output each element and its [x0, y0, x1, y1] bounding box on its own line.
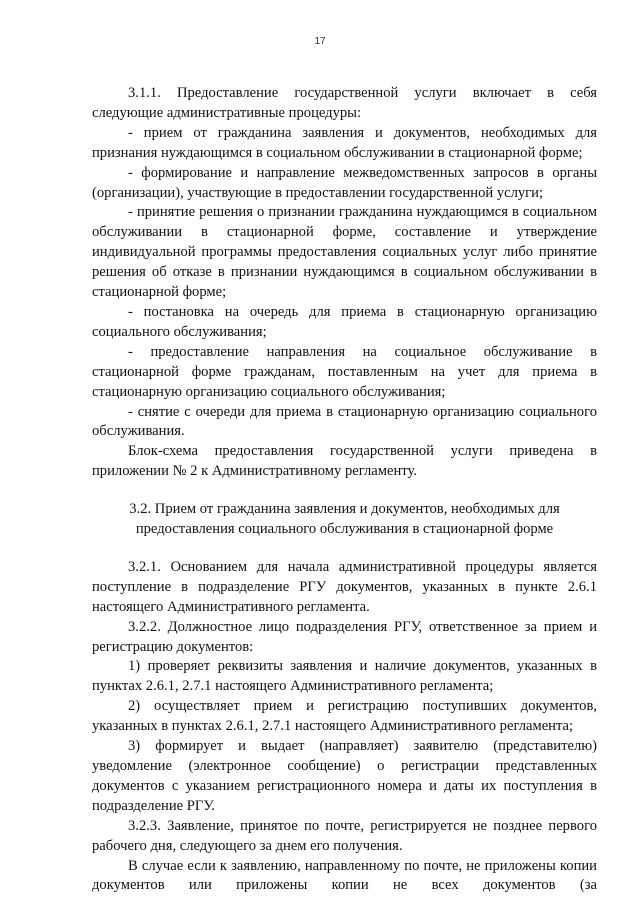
paragraph-flowchart-note: Блок-схема предоставления государственной услуги приведена в приложении № 2 к Административному регламенту. — [92, 443, 597, 480]
list-item: 1) проверяет реквизиты заявления и наличие документов, указанных в пунктах 2.6.1, 2.7.1 настоящего Административного регламента; — [92, 658, 597, 695]
paragraph-3-1-1-intro: 3.1.1. Предоставление государственной услуги включает в себя следующие административные процедуры: — [92, 85, 597, 121]
paragraph-3-2-3: 3.2.3. Заявление, принятое по почте, регистрируется не позднее первого рабочего дня, следующего за днем его получения. — [92, 817, 597, 854]
page-number: 17 — [314, 36, 326, 47]
paragraph-3-2-2: 3.2.2. Должностное лицо подразделения РГУ, ответственное за прием и регистрацию документов: — [92, 618, 597, 655]
paragraph-3-2-1: 3.2.1. Основанием для начала административной процедуры является поступление в подразделение РГУ документов, указанных в пункте 2.6.1 настоящего Административного регламента. — [92, 558, 597, 615]
document-body — [92, 84, 597, 896]
list-item: - снятие с очереди для приема в стационарную организацию социального обслуживания. — [92, 403, 597, 440]
list-item: 3) формирует и выдает (направляет) заявителю (представителю) уведомление (электронное сообщение) о регистрации представленных документов с указанием регистрационного номера и даты их поступления в подразделение РГУ. — [92, 738, 597, 814]
list-item: - постановка на очередь для приема в стационарную организацию социального обслуживания; — [92, 303, 597, 340]
list-item: - прием от гражданина заявления и документов, необходимых для признания нуждающимся в социальном обслуживании в стационарной форме; — [92, 124, 597, 161]
list-item: - принятие решения о признании гражданина нуждающимся в социальном обслуживании в стационарной форме, составление и утверждение индивидуальной программы предоставления социальных услуг либо принятие решения об отказе в признании нуждающимся в социальном обслуживании в стационарной форме; — [92, 204, 597, 301]
section-heading-3-2: 3.2. Прием от гражданина заявления и документов, необходимых для предоставления социального обслуживания в стационарной форме — [129, 501, 560, 538]
list-item: - предоставление направления на социальное обслуживание в стационарной форме гражданам, поставленным на учет для приема в стационарную организацию социального обслуживания; — [92, 343, 597, 400]
list-item: 2) осуществляет прием и регистрацию поступивших документов, указанных в пунктах 2.6.1, 2.7.1 настоящего Административного регламента; — [92, 698, 597, 735]
list-item: - формирование и направление межведомственных запросов в органы (организации), участвующие в предоставлении государственной услуги; — [92, 164, 597, 201]
paragraph-postal: В случае если к заявлению, направленному по почте, не приложены копии документов или приложены копии не всех документов (за — [92, 857, 597, 894]
